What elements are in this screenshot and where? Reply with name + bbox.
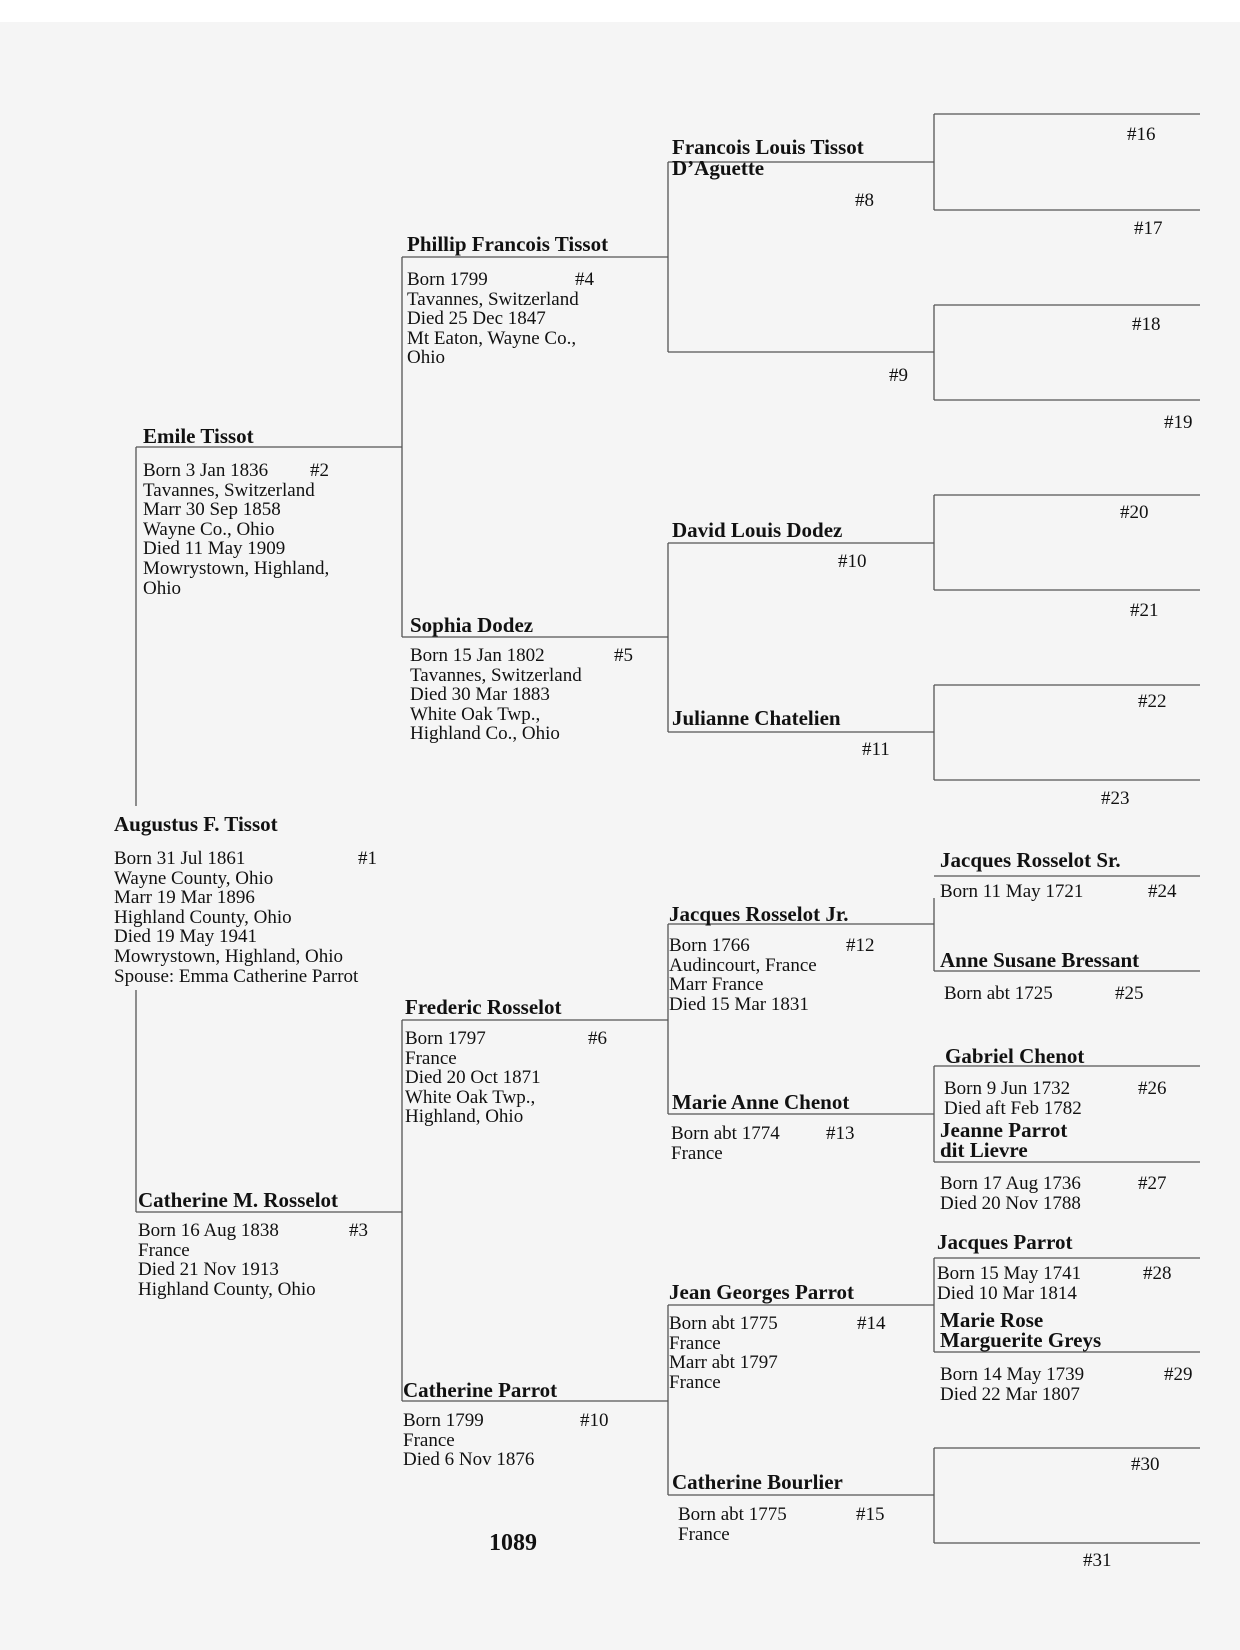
person-5-died: Died 30 Mar 1883: [410, 684, 550, 706]
person-14-details: [669, 1314, 778, 1392]
person-2-died: Died 11 May 1909: [143, 538, 286, 560]
person-10-name: David Louis Dodez: [672, 518, 843, 542]
person-3-name: Catherine M. Rosselot: [138, 1188, 339, 1212]
person-15-born: Born abt 1775: [678, 1504, 787, 1525]
person-24-name: Jacques Rosselot Sr.: [940, 848, 1121, 872]
person-24-born: Born 11 May 1721: [940, 881, 1084, 902]
person-15-born-place: France: [678, 1523, 730, 1545]
person-1-name: Augustus F. Tissot: [114, 812, 278, 836]
person-11-name: Julianne Chatelien: [672, 706, 841, 730]
person-7-number: #10: [580, 1410, 609, 1431]
person-4-died-place: Mt Eaton, Wayne Co.,: [407, 327, 577, 349]
person-27-name-line-1: Jeanne Parrot: [940, 1118, 1068, 1142]
person-26-died: Died aft Feb 1782: [944, 1097, 1082, 1119]
person-3-number: #3: [349, 1220, 368, 1241]
person-24-number: #24: [1148, 881, 1177, 902]
person-4-born: Born 1799: [407, 269, 488, 290]
slot-30-number: #30: [1131, 1454, 1160, 1475]
person-13-name: Marie Anne Chenot: [672, 1090, 850, 1114]
person-29-name: [940, 1310, 1101, 1350]
person-7-died: Died 6 Nov 1876: [403, 1449, 535, 1471]
person-25-details: [944, 984, 1053, 1004]
slot-22-number: #22: [1138, 691, 1167, 712]
person-12-married: Marr France: [669, 974, 764, 996]
person-27-born: Born 17 Aug 1736: [940, 1173, 1081, 1194]
person-6-details: [405, 1029, 541, 1127]
person-2-married: Marr 30 Sep 1858: [143, 499, 281, 521]
person-5-born-place: Tavannes, Switzerland: [410, 664, 582, 686]
slot-31-number: #31: [1083, 1550, 1112, 1571]
person-13-born: Born abt 1774: [671, 1123, 780, 1144]
person-12-born: Born 1766: [669, 935, 750, 956]
person-25-name: Anne Susane Bressant: [940, 948, 1140, 972]
person-7-name: Catherine Parrot: [403, 1378, 558, 1402]
person-15-details: [678, 1505, 787, 1544]
slot-19-number: #19: [1164, 412, 1193, 433]
person-2-born-place: Tavannes, Switzerland: [143, 479, 315, 501]
person-27-details: [940, 1174, 1081, 1213]
person-3-details: [138, 1221, 316, 1299]
person-6-died-place: White Oak Twp.,: [405, 1086, 536, 1108]
person-1-died: Died 19 May 1941: [114, 926, 258, 948]
person-15-number: #15: [856, 1504, 885, 1525]
person-2-details: [143, 461, 329, 598]
person-14-married: Marr abt 1797: [669, 1352, 778, 1374]
person-1-details: [114, 849, 358, 986]
person-29-name-line-1: Marie Rose: [940, 1308, 1044, 1332]
person-4-born-place: Tavannes, Switzerland: [407, 288, 579, 310]
person-27-number: #27: [1138, 1173, 1167, 1194]
slot-23-number: #23: [1101, 788, 1130, 809]
person-4-died: Died 25 Dec 1847: [407, 308, 546, 330]
slot-20-number: #20: [1120, 502, 1149, 523]
person-12-name: Jacques Rosselot Jr.: [669, 902, 849, 926]
person-13-details: [671, 1124, 780, 1163]
slot-18-number: #18: [1132, 314, 1161, 335]
person-1-married-place: Highland County, Ohio: [114, 906, 292, 928]
person-8-name-line-1: Francois Louis Tissot: [672, 135, 864, 159]
person-2-name: Emile Tissot: [143, 424, 254, 448]
person-28-died: Died 10 Mar 1814: [937, 1282, 1077, 1304]
person-2-married-place: Wayne Co., Ohio: [143, 518, 275, 540]
person-14-name: Jean Georges Parrot: [669, 1280, 855, 1304]
person-2-died-place-2: Ohio: [143, 577, 181, 599]
person-14-born-place: France: [669, 1332, 721, 1354]
slot-16-number: #16: [1127, 124, 1156, 145]
person-29-number: #29: [1164, 1364, 1193, 1385]
person-29-born: Born 14 May 1739: [940, 1364, 1085, 1385]
person-25-born: Born abt 1725: [944, 983, 1053, 1004]
person-10-number: #10: [838, 551, 867, 572]
person-1-spouse: Spouse: Emma Catherine Parrot: [114, 965, 359, 987]
person-26-name: Gabriel Chenot: [945, 1044, 1085, 1068]
person-12-number: #12: [846, 935, 875, 956]
person-2-died-place: Mowrystown, Highland,: [143, 557, 330, 579]
person-29-name-line-2: Marguerite Greys: [940, 1328, 1102, 1352]
person-1-married: Marr 19 Mar 1896: [114, 887, 255, 909]
person-7-details: [403, 1411, 534, 1470]
page-number: 1089: [489, 1530, 537, 1556]
person-25-number: #25: [1115, 983, 1144, 1004]
person-28-number: #28: [1143, 1263, 1172, 1284]
person-26-number: #26: [1138, 1078, 1167, 1099]
person-14-number: #14: [857, 1313, 886, 1334]
person-12-details: [669, 936, 817, 1014]
person-9-number: #9: [889, 365, 908, 386]
person-5-born: Born 15 Jan 1802: [410, 645, 545, 666]
person-8-number: #8: [855, 190, 874, 211]
person-4-name: Phillip Francois Tissot: [407, 232, 609, 256]
person-28-name: Jacques Parrot: [937, 1230, 1073, 1254]
person-5-name: Sophia Dodez: [410, 613, 534, 637]
person-26-details: [944, 1079, 1082, 1118]
person-5-number: #5: [614, 645, 633, 666]
person-3-born-place: France: [138, 1239, 190, 1261]
person-6-name: Frederic Rosselot: [405, 995, 562, 1019]
person-4-details: [407, 270, 579, 368]
person-14-born: Born abt 1775: [669, 1313, 778, 1334]
slot-17-number: #17: [1134, 218, 1163, 239]
person-2-number: #2: [310, 460, 329, 481]
person-13-number: #13: [826, 1123, 855, 1144]
person-6-born-place: France: [405, 1047, 457, 1069]
person-1-number: #1: [358, 848, 377, 869]
person-5-died-place: White Oak Twp.,: [410, 703, 541, 725]
person-6-born: Born 1797: [405, 1028, 486, 1049]
person-8-name: [672, 137, 864, 179]
person-3-died: Died 21 Nov 1913: [138, 1259, 279, 1281]
slot-21-number: #21: [1130, 600, 1159, 621]
person-29-died: Died 22 Mar 1807: [940, 1383, 1080, 1405]
person-27-name-line-2: dit Lievre: [940, 1138, 1028, 1162]
person-11-number: #11: [862, 739, 890, 760]
person-1-died-place: Mowrystown, Highland, Ohio: [114, 945, 344, 967]
person-28-born: Born 15 May 1741: [937, 1263, 1082, 1284]
person-5-died-place-2: Highland Co., Ohio: [410, 723, 560, 745]
person-6-number: #6: [588, 1028, 607, 1049]
person-26-born: Born 9 Jun 1732: [944, 1078, 1071, 1099]
person-7-born-place: France: [403, 1429, 455, 1451]
person-27-name: [940, 1120, 1067, 1160]
person-12-born-place: Audincourt, France: [669, 954, 817, 976]
person-6-died-place-2: Highland, Ohio: [405, 1106, 524, 1128]
person-4-number: #4: [575, 269, 594, 290]
person-3-born: Born 16 Aug 1838: [138, 1220, 279, 1241]
person-6-died: Died 20 Oct 1871: [405, 1067, 541, 1089]
person-28-details: [937, 1264, 1081, 1303]
person-4-died-place-2: Ohio: [407, 347, 445, 369]
person-12-died: Died 15 Mar 1831: [669, 993, 809, 1015]
person-5-details: [410, 646, 582, 744]
person-27-died: Died 20 Nov 1788: [940, 1192, 1081, 1214]
person-15-name: Catherine Bourlier: [672, 1470, 843, 1494]
person-1-born: Born 31 Jul 1861: [114, 848, 246, 869]
person-24-details: [940, 882, 1083, 902]
person-3-died-place: Highland County, Ohio: [138, 1278, 316, 1300]
person-13-born-place: France: [671, 1142, 723, 1164]
person-1-born-place: Wayne County, Ohio: [114, 867, 274, 889]
person-7-born: Born 1799: [403, 1410, 484, 1431]
person-8-name-line-2: D’Aguette: [672, 156, 765, 180]
person-14-married-place: France: [669, 1371, 721, 1393]
person-29-details: [940, 1365, 1084, 1404]
person-2-born: Born 3 Jan 1836: [143, 460, 269, 481]
